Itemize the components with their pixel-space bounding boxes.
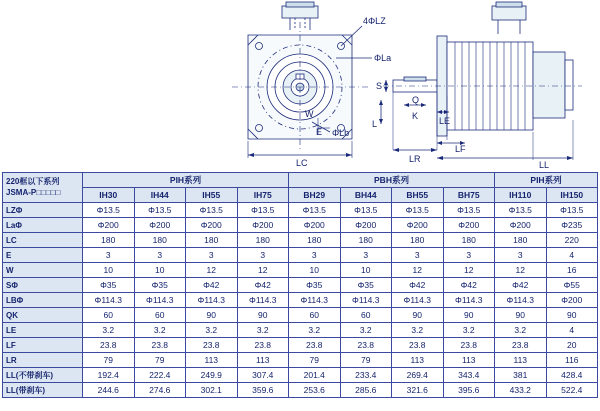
row-label: LC — [3, 233, 83, 248]
cell: Φ200 — [289, 218, 341, 233]
cell: 60 — [83, 308, 135, 323]
cell: Φ200 — [443, 218, 495, 233]
cell: 180 — [443, 233, 495, 248]
cell: 10 — [134, 263, 186, 278]
cell: 4 — [546, 323, 598, 338]
cell: Φ13.5 — [186, 203, 238, 218]
label-k: K — [412, 111, 419, 121]
cell: Φ13.5 — [83, 203, 135, 218]
cell: Φ13.5 — [340, 203, 392, 218]
cell: Φ200 — [237, 218, 289, 233]
cell: Φ235 — [546, 218, 598, 233]
cell: Φ114.3 — [443, 293, 495, 308]
cell: 10 — [340, 263, 392, 278]
cell: Φ114.3 — [289, 293, 341, 308]
cell: 3 — [186, 248, 238, 263]
cell: Φ42 — [392, 278, 444, 293]
row-label: LF — [3, 338, 83, 353]
cell: 359.6 — [237, 383, 289, 398]
motor-dimension-drawing — [0, 0, 600, 172]
row-label: QK — [3, 308, 83, 323]
cell: 12 — [186, 263, 238, 278]
cell: Φ114.3 — [83, 293, 135, 308]
label-lc: LC — [296, 158, 308, 168]
cell: 79 — [134, 353, 186, 368]
corner-line-2: JSMA-P□□□□□ — [6, 187, 61, 197]
cell: 79 — [289, 353, 341, 368]
row-label: LE — [3, 323, 83, 338]
cell: 3 — [83, 248, 135, 263]
cell: 3.2 — [443, 323, 495, 338]
table-row — [3, 383, 598, 398]
cell: 79 — [83, 353, 135, 368]
cell: 23.8 — [134, 338, 186, 353]
cell: 23.8 — [495, 338, 547, 353]
cell: 180 — [237, 233, 289, 248]
cell: Φ35 — [134, 278, 186, 293]
cell: Φ13.5 — [392, 203, 444, 218]
cell: Φ200 — [186, 218, 238, 233]
cell: Φ42 — [237, 278, 289, 293]
dimension-table-wrap — [2, 172, 598, 398]
cell: 23.8 — [392, 338, 444, 353]
table-row — [3, 233, 598, 248]
cell: 343.4 — [443, 368, 495, 383]
cell: Φ13.5 — [546, 203, 598, 218]
cell: 90 — [546, 308, 598, 323]
cell: 381 — [495, 368, 547, 383]
cell: 180 — [186, 233, 238, 248]
dimension-table — [2, 172, 598, 398]
cell: Φ200 — [495, 218, 547, 233]
table-row — [3, 338, 598, 353]
cell: Φ13.5 — [237, 203, 289, 218]
cell: 60 — [134, 308, 186, 323]
cell: 3.2 — [289, 323, 341, 338]
label-le: LE — [439, 116, 451, 126]
row-label: E — [3, 248, 83, 263]
cell: 302.1 — [186, 383, 238, 398]
row-label: LL(不带刹车) — [3, 368, 83, 383]
label-q: Q — [412, 95, 420, 105]
cell: Φ114.3 — [495, 293, 547, 308]
cell: 244.6 — [83, 383, 135, 398]
cell: Φ13.5 — [495, 203, 547, 218]
cell: 90 — [495, 308, 547, 323]
cell: Φ200 — [83, 218, 135, 233]
cell: Φ42 — [186, 278, 238, 293]
column-header-ih75: IH75 — [237, 188, 289, 203]
column-header-bh55: BH55 — [392, 188, 444, 203]
cell: 253.6 — [289, 383, 341, 398]
cell: Φ200 — [340, 218, 392, 233]
row-label: LR — [3, 353, 83, 368]
cell: 3.2 — [340, 323, 392, 338]
table-row — [3, 248, 598, 263]
group-header-pih-2: PIH系列 — [495, 173, 598, 188]
cell: Φ114.3 — [392, 293, 444, 308]
cell: 3.2 — [495, 323, 547, 338]
cell: 180 — [392, 233, 444, 248]
label-ll: LL — [539, 160, 550, 170]
cell: 192.4 — [83, 368, 135, 383]
cell: Φ200 — [392, 218, 444, 233]
cell: Φ35 — [289, 278, 341, 293]
cell: 60 — [289, 308, 341, 323]
cell: Φ35 — [83, 278, 135, 293]
cell: 23.8 — [443, 338, 495, 353]
cell: 60 — [340, 308, 392, 323]
cell: Φ35 — [340, 278, 392, 293]
column-header-ih55: IH55 — [186, 188, 238, 203]
label-l: L — [372, 119, 378, 129]
cell: 12 — [495, 263, 547, 278]
cell: 23.8 — [237, 338, 289, 353]
label-w: W — [305, 109, 314, 119]
cell: 180 — [134, 233, 186, 248]
cell: 3 — [340, 248, 392, 263]
cell: 180 — [289, 233, 341, 248]
cell: 4 — [546, 248, 598, 263]
cell: 3.2 — [186, 323, 238, 338]
cell: 90 — [443, 308, 495, 323]
cell: 113 — [392, 353, 444, 368]
cell: Φ13.5 — [134, 203, 186, 218]
cell: 3 — [495, 248, 547, 263]
cell: 395.6 — [443, 383, 495, 398]
label-4-phi-lz: 4ΦLZ — [363, 16, 386, 26]
group-header-pbh: PBH系列 — [289, 173, 495, 188]
label-s: S — [376, 81, 383, 91]
column-header-bh44: BH44 — [340, 188, 392, 203]
column-header-ih30: IH30 — [83, 188, 135, 203]
cell: 274.6 — [134, 383, 186, 398]
drawing-svg — [0, 0, 600, 172]
table-row — [3, 293, 598, 308]
cell: 90 — [186, 308, 238, 323]
cell: 113 — [495, 353, 547, 368]
cell: Φ114.3 — [186, 293, 238, 308]
cell: Φ42 — [443, 278, 495, 293]
label-e: E — [316, 127, 323, 137]
column-header-ih110: IH110 — [495, 188, 547, 203]
cell: Φ114.3 — [134, 293, 186, 308]
cell: 220 — [546, 233, 598, 248]
row-label: W — [3, 263, 83, 278]
column-header-bh75: BH75 — [443, 188, 495, 203]
cell: 428.4 — [546, 368, 598, 383]
cell: 113 — [237, 353, 289, 368]
cell: 3 — [237, 248, 289, 263]
cell: Φ55 — [546, 278, 598, 293]
cell: 201.4 — [289, 368, 341, 383]
cell: Φ200 — [134, 218, 186, 233]
cell: Φ13.5 — [443, 203, 495, 218]
cell: 180 — [495, 233, 547, 248]
cell: Φ200 — [546, 293, 598, 308]
row-label: LBΦ — [3, 293, 83, 308]
cell: 23.8 — [186, 338, 238, 353]
table-row — [3, 308, 598, 323]
cell: 90 — [237, 308, 289, 323]
cell: Φ13.5 — [289, 203, 341, 218]
table-row — [3, 218, 598, 233]
cell: 12 — [392, 263, 444, 278]
cell: 269.4 — [392, 368, 444, 383]
cell: Φ114.3 — [237, 293, 289, 308]
table-row — [3, 278, 598, 293]
label-lr: LR — [409, 154, 421, 164]
label-phi-la: ΦLa — [374, 53, 392, 63]
cell: 3 — [392, 248, 444, 263]
label-lf: LF — [455, 144, 466, 154]
table-row — [3, 203, 598, 218]
cell: 522.4 — [546, 383, 598, 398]
table-column-header-row — [3, 188, 598, 203]
table-corner-cell — [3, 173, 83, 203]
row-label: LZΦ — [3, 203, 83, 218]
column-header-bh29: BH29 — [289, 188, 341, 203]
cell: 3 — [443, 248, 495, 263]
cell: 433.2 — [495, 383, 547, 398]
cell: 10 — [83, 263, 135, 278]
label-phi-lb: ΦLb — [332, 128, 350, 138]
cell: 222.4 — [134, 368, 186, 383]
cell: 23.8 — [289, 338, 341, 353]
cell: 285.6 — [340, 383, 392, 398]
cell: 12 — [237, 263, 289, 278]
cell: 12 — [443, 263, 495, 278]
column-header-ih150: IH150 — [546, 188, 598, 203]
cell: 3.2 — [134, 323, 186, 338]
cell: 113 — [186, 353, 238, 368]
cell: 3.2 — [237, 323, 289, 338]
cell: 10 — [289, 263, 341, 278]
cell: 3.2 — [83, 323, 135, 338]
cell: 3 — [289, 248, 341, 263]
corner-line-1: 220框以下系列 — [6, 176, 60, 186]
cell: 113 — [443, 353, 495, 368]
row-label: SΦ — [3, 278, 83, 293]
cell: 3 — [134, 248, 186, 263]
cell: 79 — [340, 353, 392, 368]
cell: 23.8 — [340, 338, 392, 353]
cell: 90 — [392, 308, 444, 323]
cell: 180 — [340, 233, 392, 248]
cell: 180 — [83, 233, 135, 248]
cell: 233.4 — [340, 368, 392, 383]
row-label: LL(带刹车) — [3, 383, 83, 398]
cell: 321.6 — [392, 383, 444, 398]
table-row — [3, 323, 598, 338]
cell: 116 — [546, 353, 598, 368]
row-label: LaΦ — [3, 218, 83, 233]
cell: 20 — [546, 338, 598, 353]
table-row — [3, 353, 598, 368]
column-header-ih44: IH44 — [134, 188, 186, 203]
cell: 249.9 — [186, 368, 238, 383]
cell: Φ42 — [495, 278, 547, 293]
cell: 3.2 — [392, 323, 444, 338]
cell: Φ114.3 — [340, 293, 392, 308]
cell: 307.4 — [237, 368, 289, 383]
table-group-header-row — [3, 173, 598, 188]
cell: 16 — [546, 263, 598, 278]
table-row — [3, 368, 598, 383]
group-header-pih-1: PIH系列 — [83, 173, 289, 188]
cell: 23.8 — [83, 338, 135, 353]
table-row — [3, 263, 598, 278]
